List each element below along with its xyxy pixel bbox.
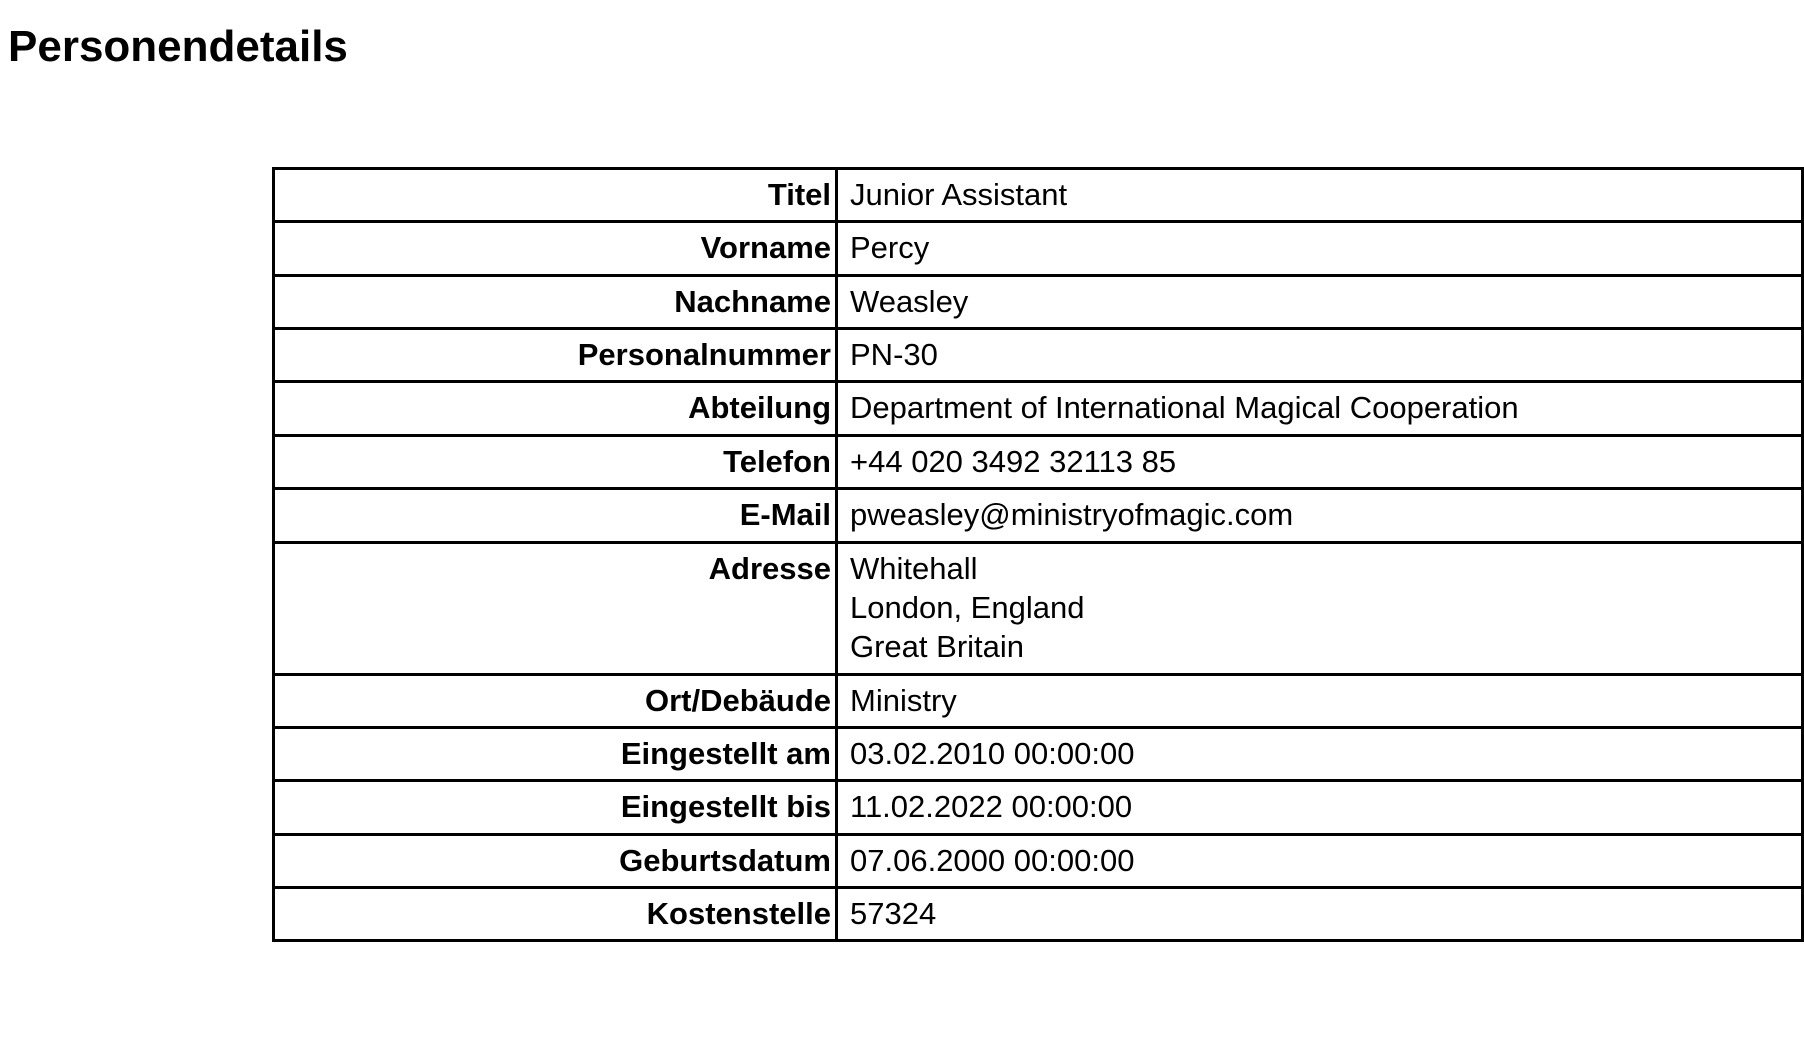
person-details-body	[274, 169, 1803, 941]
detail-value-line: London, England	[850, 589, 1085, 625]
table-row	[274, 834, 1803, 887]
detail-label: Personalnummer	[274, 329, 837, 382]
detail-value-line: PN-30	[850, 337, 938, 373]
detail-value	[837, 382, 1803, 435]
table-row	[274, 382, 1803, 435]
table-row	[274, 674, 1803, 727]
detail-label: Adresse	[274, 542, 837, 674]
detail-value-line: +44 020 3492 32113 85	[850, 443, 1177, 479]
table-row	[274, 727, 1803, 780]
detail-label: Abteilung	[274, 382, 837, 435]
table-row	[274, 888, 1803, 941]
detail-value	[837, 275, 1803, 328]
detail-value-line: Great Britain	[850, 629, 1025, 665]
detail-label: Nachname	[274, 275, 837, 328]
detail-value	[837, 888, 1803, 941]
detail-value	[837, 329, 1803, 382]
detail-value-line: 57324	[850, 896, 937, 932]
detail-label: Ort/Debäude	[274, 674, 837, 727]
detail-value	[837, 435, 1803, 488]
detail-value-line: Weasley	[850, 283, 969, 319]
detail-value-line: pweasley@ministryofmagic.com	[850, 497, 1294, 533]
detail-label: Eingestellt am	[274, 727, 837, 780]
table-row	[274, 435, 1803, 488]
person-details-table	[272, 167, 1804, 942]
table-row	[274, 781, 1803, 834]
detail-label: Geburtsdatum	[274, 834, 837, 887]
table-row	[274, 275, 1803, 328]
detail-value-line: Ministry	[850, 682, 957, 718]
table-row	[274, 329, 1803, 382]
detail-value-line: 07.06.2000 00:00:00	[850, 842, 1135, 878]
detail-value	[837, 542, 1803, 674]
detail-value	[837, 222, 1803, 275]
detail-label: Telefon	[274, 435, 837, 488]
detail-label: Vorname	[274, 222, 837, 275]
detail-label: E-Mail	[274, 489, 837, 542]
detail-value-line: Department of International Magical Cooperation	[850, 390, 1519, 426]
detail-value-line: 11.02.2022 00:00:00	[850, 789, 1133, 825]
detail-value-line: Junior Assistant	[850, 177, 1068, 212]
detail-label: Kostenstelle	[274, 888, 837, 941]
table-row	[274, 489, 1803, 542]
detail-value-line: Whitehall	[850, 550, 978, 586]
detail-value	[837, 674, 1803, 727]
detail-value	[837, 781, 1803, 834]
detail-value	[837, 169, 1803, 222]
detail-value	[837, 727, 1803, 780]
table-row	[274, 169, 1803, 222]
detail-label: Eingestellt bis	[274, 781, 837, 834]
detail-label: Titel	[274, 169, 837, 222]
detail-value-line: 03.02.2010 00:00:00	[850, 735, 1135, 771]
table-row	[274, 222, 1803, 275]
detail-value	[837, 834, 1803, 887]
detail-value-line: Percy	[850, 230, 930, 266]
page-title: Personendetails	[8, 22, 348, 72]
detail-value	[837, 489, 1803, 542]
table-row	[274, 542, 1803, 674]
